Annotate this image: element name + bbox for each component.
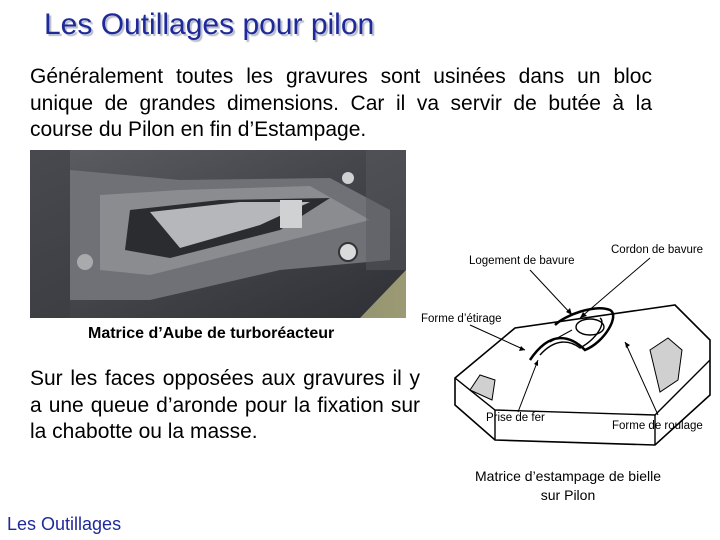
diagram-caption: Matrice d’estampage de bielle sur Pilon [475, 468, 661, 503]
turbine-blade-die-photo [30, 150, 406, 318]
dovetail-paragraph: Sur les faces opposées aux gravures il y a une queue d’aronde pour la fixation sur la chabotte ou la masse. [30, 367, 420, 443]
slide-title: Les Outillages pour pilon [44, 8, 375, 41]
photo-caption: Matrice d’Aube de turboréacteur [88, 325, 335, 342]
label-prise-de-fer: Prise de fer [486, 412, 545, 424]
label-forme-etirage: Forme d’étirage [421, 313, 502, 325]
footer-title: Les Outillages [7, 514, 122, 534]
intro-paragraph: Généralement toutes les gravures sont usinées dans un bloc unique de grandes dimensions. Car il va servir de butée à la course du Pilon en fin d’Estampage. [30, 65, 652, 141]
label-forme-de-roulage: Forme de roulage [612, 420, 703, 432]
label-cordon-de-bavure: Cordon de bavure [611, 244, 704, 256]
label-logement-de-bavure: Logement de bavure [469, 255, 575, 267]
